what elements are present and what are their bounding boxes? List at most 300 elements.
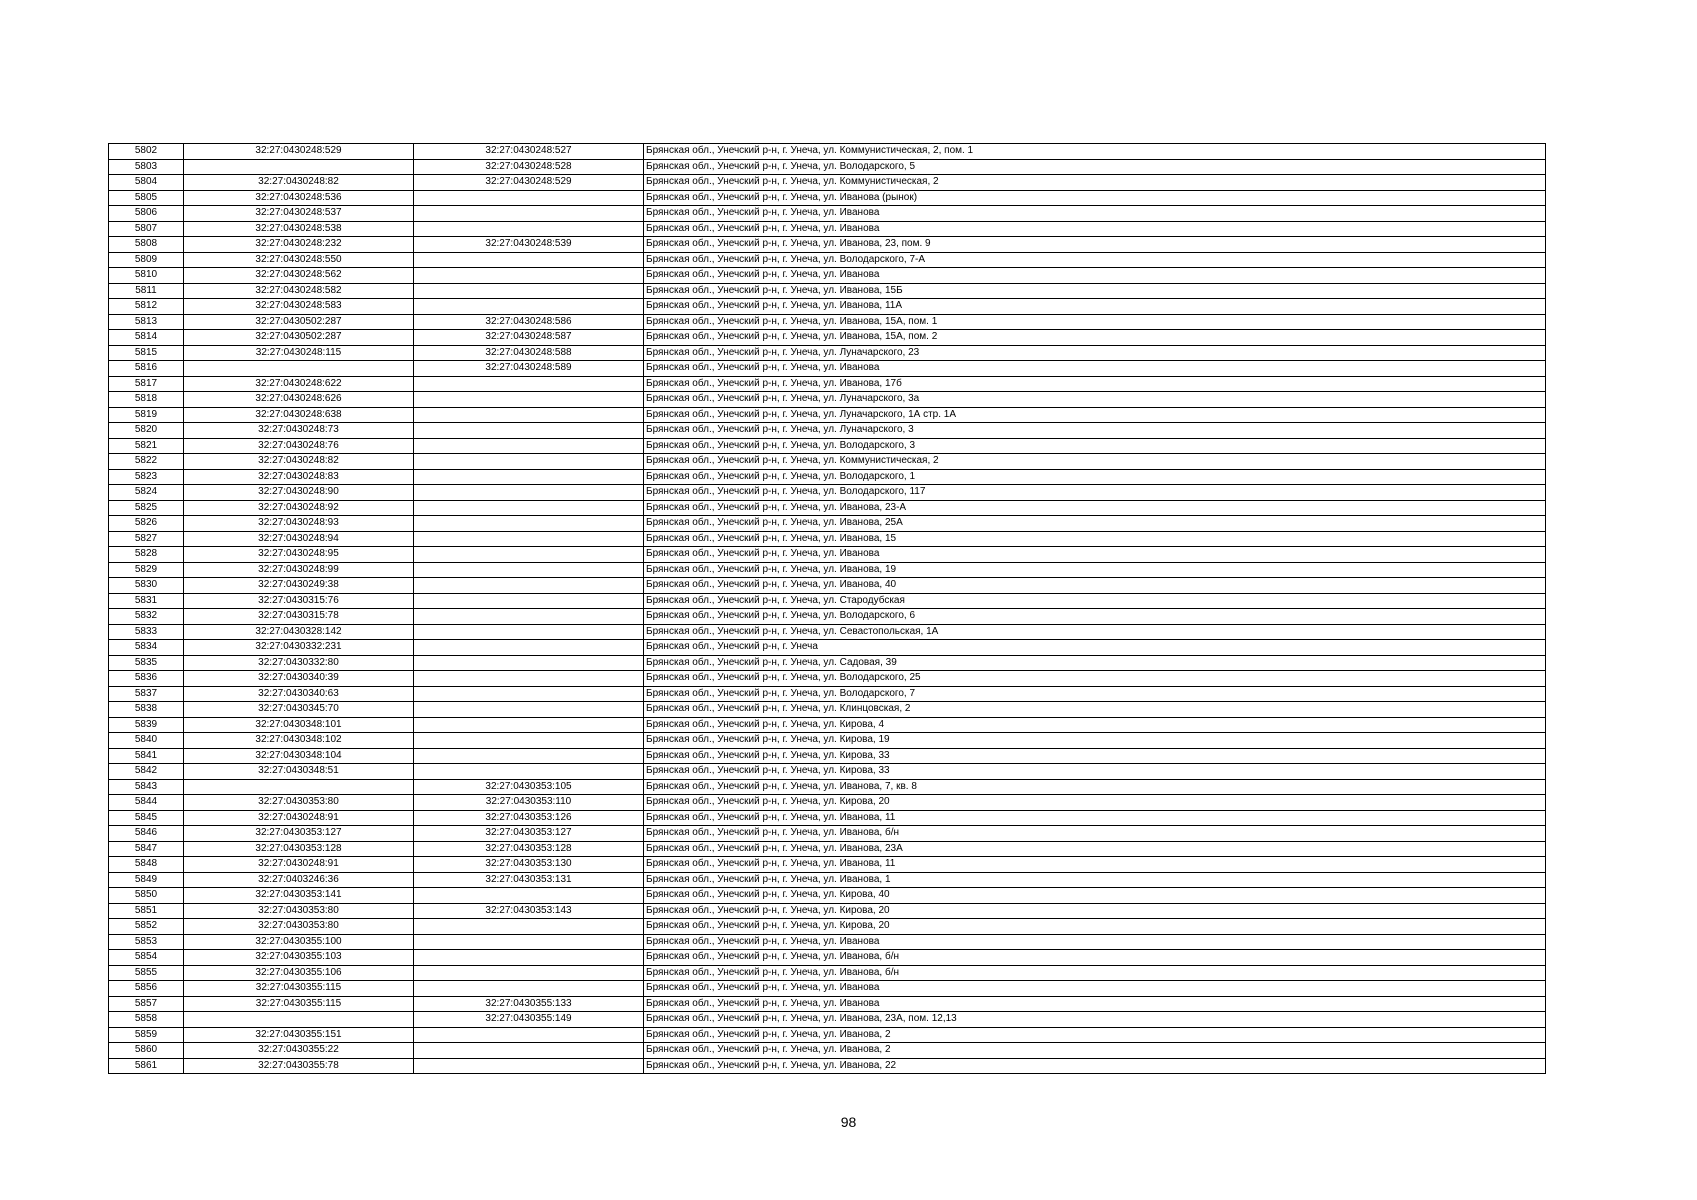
page-number: 98 [840,1114,857,1130]
address-cell: Брянская обл., Унечский р-н, г. Унеча, ул. Кирова, 20 [644,919,1546,935]
related-cadastral-number-cell [414,283,644,299]
table-row [109,268,1546,284]
related-cadastral-number-cell [414,888,644,904]
related-cadastral-number-cell [414,919,644,935]
row-number: 5854 [109,950,184,966]
row-number: 5847 [109,841,184,857]
address-cell: Брянская обл., Унечский р-н, г. Унеча, ул. Кирова, 4 [644,717,1546,733]
related-cadastral-number-cell [414,299,644,315]
row-number: 5819 [109,407,184,423]
table-row [109,159,1546,175]
cadastral-number-cell: 32:27:0430355:106 [184,965,414,981]
table-row [109,1012,1546,1028]
related-cadastral-number-cell [414,1043,644,1059]
address-cell: Брянская обл., Унечский р-н, г. Унеча, ул. Иванова, 7, кв. 8 [644,779,1546,795]
row-number: 5820 [109,423,184,439]
cadastral-number-cell: 32:27:0430348:104 [184,748,414,764]
address-cell: Брянская обл., Унечский р-н, г. Унеча, ул. Кирова, 20 [644,903,1546,919]
table-row [109,578,1546,594]
related-cadastral-number-cell [414,252,644,268]
related-cadastral-number-cell [414,516,644,532]
row-number: 5837 [109,686,184,702]
row-number: 5846 [109,826,184,842]
address-cell: Брянская обл., Унечский р-н, г. Унеча, ул. Иванова, 2 [644,1043,1546,1059]
related-cadastral-number-cell: 32:27:0430353:130 [414,857,644,873]
related-cadastral-number-cell [414,469,644,485]
address-cell: Брянская обл., Унечский р-н, г. Унеча, ул. Иванова, 11А [644,299,1546,315]
row-number: 5810 [109,268,184,284]
related-cadastral-number-cell [414,376,644,392]
related-cadastral-number-cell [414,547,644,563]
row-number: 5803 [109,159,184,175]
cadastral-number-cell: 32:27:0430248:82 [184,454,414,470]
address-cell: Брянская обл., Унечский р-н, г. Унеча, ул. Иванова [644,547,1546,563]
related-cadastral-number-cell [414,190,644,206]
related-cadastral-number-cell [414,593,644,609]
address-cell: Брянская обл., Унечский р-н, г. Унеча, ул. Луначарского, 3а [644,392,1546,408]
row-number: 5821 [109,438,184,454]
table-row [109,190,1546,206]
cadastral-number-cell: 32:27:0430355:78 [184,1058,414,1074]
address-cell: Брянская обл., Унечский р-н, г. Унеча, ул. Коммунистическая, 2 [644,454,1546,470]
row-number: 5857 [109,996,184,1012]
related-cadastral-number-cell: 32:27:0430248:586 [414,314,644,330]
address-cell: Брянская обл., Унечский р-н, г. Унеча, ул. Коммунистическая, 2 [644,175,1546,191]
table-row [109,686,1546,702]
related-cadastral-number-cell [414,733,644,749]
address-cell: Брянская обл., Унечский р-н, г. Унеча, ул. Кирова, 19 [644,733,1546,749]
table-row [109,764,1546,780]
cadastral-number-cell: 32:27:0430345:70 [184,702,414,718]
address-cell: Брянская обл., Унечский р-н, г. Унеча, ул. Иванова, б/н [644,826,1546,842]
address-cell: Брянская обл., Унечский р-н, г. Унеча, ул. Иванова (рынок) [644,190,1546,206]
related-cadastral-number-cell: 32:27:0430353:127 [414,826,644,842]
table-row [109,423,1546,439]
related-cadastral-number-cell [414,206,644,222]
related-cadastral-number-cell: 32:27:0430353:126 [414,810,644,826]
row-number: 5825 [109,500,184,516]
related-cadastral-number-cell [414,702,644,718]
address-cell: Брянская обл., Унечский р-н, г. Унеча, ул. Иванова, 2 [644,1027,1546,1043]
cadastral-number-cell: 32:27:0430248:562 [184,268,414,284]
cadastral-number-cell: 32:27:0430248:232 [184,237,414,253]
table-row [109,531,1546,547]
table-body [109,144,1546,1074]
cadastral-number-cell: 32:27:0430248:537 [184,206,414,222]
address-cell: Брянская обл., Унечский р-н, г. Унеча, ул. Иванова, 23А, пом. 12,13 [644,1012,1546,1028]
table-row [109,1027,1546,1043]
row-number: 5842 [109,764,184,780]
address-cell: Брянская обл., Унечский р-н, г. Унеча, ул. Севастопольская, 1А [644,624,1546,640]
address-cell: Брянская обл., Унечский р-н, г. Унеча, ул. Иванова, 11 [644,810,1546,826]
related-cadastral-number-cell [414,221,644,237]
cadastral-number-cell: 32:27:0430353:127 [184,826,414,842]
table-row [109,965,1546,981]
table-row [109,547,1546,563]
row-number: 5835 [109,655,184,671]
address-cell: Брянская обл., Унечский р-н, г. Унеча, ул. Иванова, 40 [644,578,1546,594]
cadastral-number-cell: 32:27:0430348:102 [184,733,414,749]
row-number: 5836 [109,671,184,687]
row-number: 5839 [109,717,184,733]
table-row [109,438,1546,454]
row-number: 5831 [109,593,184,609]
cadastral-number-cell: 32:27:0430248:115 [184,345,414,361]
cadastral-number-cell: 32:27:0430315:78 [184,609,414,625]
row-number: 5845 [109,810,184,826]
table-row [109,376,1546,392]
cadastral-number-cell: 32:27:0403246:36 [184,872,414,888]
related-cadastral-number-cell [414,1027,644,1043]
table-row [109,903,1546,919]
table-row [109,950,1546,966]
row-number: 5843 [109,779,184,795]
table-row [109,857,1546,873]
row-number: 5816 [109,361,184,377]
address-cell: Брянская обл., Унечский р-н, г. Унеча, ул. Иванова, 23, пом. 9 [644,237,1546,253]
related-cadastral-number-cell [414,531,644,547]
cadastral-number-cell: 32:27:0430248:73 [184,423,414,439]
address-cell: Брянская обл., Унечский р-н, г. Унеча, ул. Володарского, 6 [644,609,1546,625]
address-cell: Брянская обл., Унечский р-н, г. Унеча, ул. Володарского, 25 [644,671,1546,687]
address-cell: Брянская обл., Унечский р-н, г. Унеча, ул. Иванова, 15Б [644,283,1546,299]
table-row [109,640,1546,656]
table-row [109,562,1546,578]
related-cadastral-number-cell: 32:27:0430248:587 [414,330,644,346]
related-cadastral-number-cell [414,686,644,702]
table-row [109,221,1546,237]
row-number: 5855 [109,965,184,981]
table-row [109,237,1546,253]
address-cell: Брянская обл., Унечский р-н, г. Унеча, ул. Володарского, 7-А [644,252,1546,268]
address-cell: Брянская обл., Унечский р-н, г. Унеча, ул. Иванова [644,221,1546,237]
related-cadastral-number-cell [414,485,644,501]
cadastral-number-cell: 32:27:0430248:76 [184,438,414,454]
table-row [109,469,1546,485]
cadastral-number-cell: 32:27:0430248:626 [184,392,414,408]
table-row [109,810,1546,826]
address-cell: Брянская обл., Унечский р-н, г. Унеча, ул. Кирова, 33 [644,764,1546,780]
cadastral-number-cell: 32:27:0430248:93 [184,516,414,532]
address-cell: Брянская обл., Унечский р-н, г. Унеча, ул. Иванова [644,206,1546,222]
table-row [109,1043,1546,1059]
table-row [109,392,1546,408]
row-number: 5856 [109,981,184,997]
address-cell: Брянская обл., Унечский р-н, г. Унеча, ул. Иванова, 1 [644,872,1546,888]
cadastral-number-cell: 32:27:0430355:100 [184,934,414,950]
row-number: 5861 [109,1058,184,1074]
table-row [109,934,1546,950]
related-cadastral-number-cell: 32:27:0430353:131 [414,872,644,888]
cadastral-number-cell: 32:27:0430248:550 [184,252,414,268]
row-number: 5832 [109,609,184,625]
table-row [109,655,1546,671]
row-number: 5852 [109,919,184,935]
related-cadastral-number-cell: 32:27:0430248:529 [414,175,644,191]
address-cell: Брянская обл., Унечский р-н, г. Унеча, ул. Володарского, 3 [644,438,1546,454]
cadastral-number-cell: 32:27:0430248:91 [184,810,414,826]
cadastral-number-cell: 32:27:0430355:151 [184,1027,414,1043]
row-number: 5850 [109,888,184,904]
address-cell: Брянская обл., Унечский р-н, г. Унеча, ул. Иванова, б/н [644,965,1546,981]
table-row [109,361,1546,377]
table-row [109,624,1546,640]
address-cell: Брянская обл., Унечский р-н, г. Унеча, ул. Иванова [644,996,1546,1012]
cadastral-number-cell: 32:27:0430328:142 [184,624,414,640]
related-cadastral-number-cell [414,965,644,981]
cadastral-number-cell: 32:27:0430340:63 [184,686,414,702]
table-row [109,345,1546,361]
related-cadastral-number-cell [414,671,644,687]
address-cell: Брянская обл., Унечский р-н, г. Унеча, ул. Клинцовская, 2 [644,702,1546,718]
table-row [109,516,1546,532]
address-cell: Брянская обл., Унечский р-н, г. Унеча, ул. Иванова [644,981,1546,997]
cadastral-number-cell: 32:27:0430502:287 [184,330,414,346]
table-row [109,407,1546,423]
row-number: 5827 [109,531,184,547]
cadastral-number-cell: 32:27:0430248:91 [184,857,414,873]
related-cadastral-number-cell [414,655,644,671]
table-row [109,733,1546,749]
row-number: 5806 [109,206,184,222]
cadastral-number-cell: 32:27:0430332:80 [184,655,414,671]
related-cadastral-number-cell [414,981,644,997]
table-row [109,872,1546,888]
cadastral-number-cell: 32:27:0430353:80 [184,795,414,811]
address-cell: Брянская обл., Унечский р-н, г. Унеча, ул. Володарского, 5 [644,159,1546,175]
related-cadastral-number-cell: 32:27:0430353:105 [414,779,644,795]
row-number: 5841 [109,748,184,764]
row-number: 5833 [109,624,184,640]
table-row [109,175,1546,191]
address-cell: Брянская обл., Унечский р-н, г. Унеча, ул. Иванова, 15А, пом. 2 [644,330,1546,346]
table-row [109,283,1546,299]
cadastral-number-cell: 32:27:0430353:80 [184,903,414,919]
cadastral-number-cell: 32:27:0430348:101 [184,717,414,733]
table-row [109,206,1546,222]
cadastral-number-cell: 32:27:0430248:529 [184,144,414,160]
row-number: 5813 [109,314,184,330]
address-cell: Брянская обл., Унечский р-н, г. Унеча, ул. Иванова, 19 [644,562,1546,578]
address-cell: Брянская обл., Унечский р-н, г. Унеча, ул. Иванова, б/н [644,950,1546,966]
cadastral-number-cell: 32:27:0430249:38 [184,578,414,594]
address-cell: Брянская обл., Унечский р-н, г. Унеча, ул. Стародубская [644,593,1546,609]
related-cadastral-number-cell: 32:27:0430248:528 [414,159,644,175]
address-cell: Брянская обл., Унечский р-н, г. Унеча, ул. Кирова, 40 [644,888,1546,904]
table-row [109,252,1546,268]
related-cadastral-number-cell [414,562,644,578]
table-row [109,485,1546,501]
related-cadastral-number-cell [414,950,644,966]
related-cadastral-number-cell [414,609,644,625]
address-cell: Брянская обл., Унечский р-н, г. Унеча, ул. Иванова, 15А, пом. 1 [644,314,1546,330]
related-cadastral-number-cell: 32:27:0430355:133 [414,996,644,1012]
table-row [109,593,1546,609]
address-cell: Брянская обл., Унечский р-н, г. Унеча, ул. Володарского, 1 [644,469,1546,485]
table-row [109,919,1546,935]
cadastral-number-cell: 32:27:0430340:39 [184,671,414,687]
cadastral-number-cell [184,779,414,795]
address-cell: Брянская обл., Унечский р-н, г. Унеча, ул. Володарского, 117 [644,485,1546,501]
cadastral-number-cell: 32:27:0430248:583 [184,299,414,315]
row-number: 5829 [109,562,184,578]
cadastral-number-cell: 32:27:0430248:95 [184,547,414,563]
row-number: 5817 [109,376,184,392]
parcel-table [108,143,1546,1074]
cadastral-number-cell: 32:27:0430248:582 [184,283,414,299]
address-cell: Брянская обл., Унечский р-н, г. Унеча, ул. Иванова, 15 [644,531,1546,547]
row-number: 5830 [109,578,184,594]
address-cell: Брянская обл., Унечский р-н, г. Унеча, ул. Иванова, 17б [644,376,1546,392]
cadastral-number-cell: 32:27:0430355:115 [184,996,414,1012]
address-cell: Брянская обл., Унечский р-н, г. Унеча, ул. Иванова, 22 [644,1058,1546,1074]
row-number: 5858 [109,1012,184,1028]
address-cell: Брянская обл., Унечский р-н, г. Унеча, ул. Иванова, 25А [644,516,1546,532]
related-cadastral-number-cell [414,624,644,640]
table-row [109,500,1546,516]
cadastral-number-cell: 32:27:0430248:99 [184,562,414,578]
row-number: 5859 [109,1027,184,1043]
related-cadastral-number-cell [414,500,644,516]
related-cadastral-number-cell: 32:27:0430353:128 [414,841,644,857]
row-number: 5818 [109,392,184,408]
address-cell: Брянская обл., Унечский р-н, г. Унеча, ул. Иванова, 11 [644,857,1546,873]
address-cell: Брянская обл., Унечский р-н, г. Унеча [644,640,1546,656]
row-number: 5815 [109,345,184,361]
table-row [109,779,1546,795]
cadastral-number-cell: 32:27:0430348:51 [184,764,414,780]
table-row [109,454,1546,470]
related-cadastral-number-cell [414,717,644,733]
cadastral-number-cell: 32:27:0430248:90 [184,485,414,501]
address-cell: Брянская обл., Унечский р-н, г. Унеча, ул. Луначарского, 3 [644,423,1546,439]
related-cadastral-number-cell [414,423,644,439]
table-row [109,981,1546,997]
row-number: 5802 [109,144,184,160]
row-number: 5851 [109,903,184,919]
address-cell: Брянская обл., Унечский р-н, г. Унеча, ул. Иванова [644,934,1546,950]
related-cadastral-number-cell: 32:27:0430248:527 [414,144,644,160]
cadastral-number-cell: 32:27:0430248:83 [184,469,414,485]
cadastral-number-cell: 32:27:0430355:115 [184,981,414,997]
cadastral-number-cell [184,159,414,175]
cadastral-number-cell: 32:27:0430355:22 [184,1043,414,1059]
address-cell: Брянская обл., Унечский р-н, г. Унеча, ул. Володарского, 7 [644,686,1546,702]
cadastral-number-cell: 32:27:0430248:538 [184,221,414,237]
table-row [109,826,1546,842]
row-number: 5823 [109,469,184,485]
table-row [109,609,1546,625]
related-cadastral-number-cell [414,392,644,408]
address-cell: Брянская обл., Унечский р-н, г. Унеча, ул. Коммунистическая, 2, пом. 1 [644,144,1546,160]
related-cadastral-number-cell [414,454,644,470]
row-number: 5812 [109,299,184,315]
cadastral-number-cell: 32:27:0430248:92 [184,500,414,516]
table-row [109,144,1546,160]
row-number: 5822 [109,454,184,470]
related-cadastral-number-cell [414,407,644,423]
address-cell: Брянская обл., Унечский р-н, г. Унеча, ул. Иванова [644,361,1546,377]
row-number: 5826 [109,516,184,532]
related-cadastral-number-cell: 32:27:0430248:539 [414,237,644,253]
related-cadastral-number-cell [414,640,644,656]
table-row [109,1058,1546,1074]
related-cadastral-number-cell [414,1058,644,1074]
cadastral-number-cell: 32:27:0430248:536 [184,190,414,206]
cadastral-number-cell: 32:27:0430353:128 [184,841,414,857]
row-number: 5853 [109,934,184,950]
table-row [109,702,1546,718]
table-row [109,330,1546,346]
cadastral-number-cell: 32:27:0430248:622 [184,376,414,392]
table-row [109,314,1546,330]
cadastral-number-cell: 32:27:0430355:103 [184,950,414,966]
related-cadastral-number-cell: 32:27:0430353:143 [414,903,644,919]
row-number: 5811 [109,283,184,299]
related-cadastral-number-cell [414,748,644,764]
address-cell: Брянская обл., Унечский р-н, г. Унеча, ул. Иванова [644,268,1546,284]
cadastral-number-cell: 32:27:0430332:231 [184,640,414,656]
address-cell: Брянская обл., Унечский р-н, г. Унеча, ул. Кирова, 33 [644,748,1546,764]
row-number: 5824 [109,485,184,501]
related-cadastral-number-cell [414,764,644,780]
row-number: 5805 [109,190,184,206]
address-cell: Брянская обл., Унечский р-н, г. Унеча, ул. Иванова, 23-А [644,500,1546,516]
row-number: 5809 [109,252,184,268]
row-number: 5807 [109,221,184,237]
cadastral-number-cell [184,361,414,377]
related-cadastral-number-cell: 32:27:0430353:110 [414,795,644,811]
related-cadastral-number-cell: 32:27:0430248:589 [414,361,644,377]
address-cell: Брянская обл., Унечский р-н, г. Унеча, ул. Садовая, 39 [644,655,1546,671]
cadastral-number-cell: 32:27:0430502:287 [184,314,414,330]
cadastral-number-cell: 32:27:0430353:141 [184,888,414,904]
cadastral-number-cell: 32:27:0430248:82 [184,175,414,191]
row-number: 5848 [109,857,184,873]
cadastral-number-cell [184,1012,414,1028]
row-number: 5840 [109,733,184,749]
row-number: 5814 [109,330,184,346]
row-number: 5808 [109,237,184,253]
row-number: 5828 [109,547,184,563]
address-cell: Брянская обл., Унечский р-н, г. Унеча, ул. Иванова, 23А [644,841,1546,857]
table-row [109,795,1546,811]
document-page [108,143,1545,1074]
table-row [109,748,1546,764]
related-cadastral-number-cell [414,578,644,594]
row-number: 5838 [109,702,184,718]
address-cell: Брянская обл., Унечский р-н, г. Унеча, ул. Кирова, 20 [644,795,1546,811]
row-number: 5804 [109,175,184,191]
table-row [109,671,1546,687]
cadastral-number-cell: 32:27:0430248:94 [184,531,414,547]
cadastral-number-cell: 32:27:0430353:80 [184,919,414,935]
address-cell: Брянская обл., Унечский р-н, г. Унеча, ул. Луначарского, 23 [644,345,1546,361]
cadastral-number-cell: 32:27:0430315:76 [184,593,414,609]
table-row [109,996,1546,1012]
address-cell: Брянская обл., Унечский р-н, г. Унеча, ул. Луначарского, 1А стр. 1А [644,407,1546,423]
related-cadastral-number-cell: 32:27:0430248:588 [414,345,644,361]
row-number: 5844 [109,795,184,811]
related-cadastral-number-cell [414,934,644,950]
cadastral-number-cell: 32:27:0430248:638 [184,407,414,423]
related-cadastral-number-cell: 32:27:0430355:149 [414,1012,644,1028]
row-number: 5849 [109,872,184,888]
row-number: 5860 [109,1043,184,1059]
table-row [109,888,1546,904]
table-row [109,717,1546,733]
related-cadastral-number-cell [414,268,644,284]
